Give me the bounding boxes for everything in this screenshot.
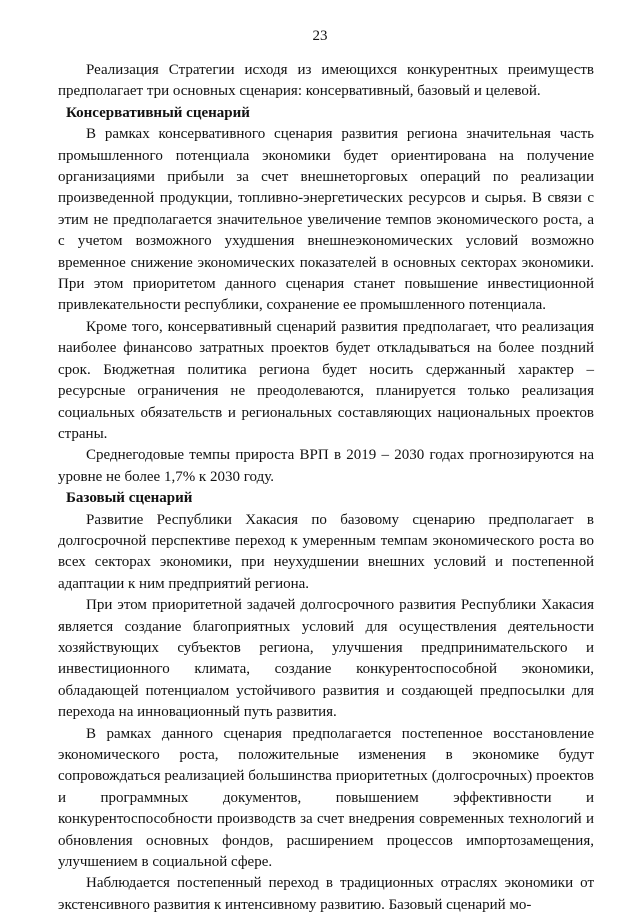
base-paragraph-3: В рамках данного сценария предполагается постепенное восстановление экономического роста, положительные изменения в экономике будут сопровождаться реализацией большинства приоритетных (долгосрочных) проектов и программных документов, повышением эффективности и конкурентоспособности производств за счет внедрения современных технологий и обновления основных фондов, расширением процессов импортозамещения, улучшением в социальной сфере. bbox=[58, 725, 594, 871]
conservative-scenario-heading: Консервативный сценарий bbox=[66, 104, 250, 121]
intro-paragraph: Реализация Стратегии исходя из имеющихся конкурентных преимуществ предполагает три основных сценария: консервативный, базовый и целевой. bbox=[58, 62, 594, 100]
document-body bbox=[58, 60, 594, 916]
conservative-paragraph-2: Кроме того, консервативный сценарий развития предполагает, что реализация наиболее финансово затратных проектов будет откладываться на более поздний срок. Бюджетная политика региона будет носить сдержанный характер – ресурсные ограничения не преодолеваются, планируется только реализация социальных обязательств и региональных составляющих национальных проектов страны. bbox=[58, 318, 594, 442]
base-scenario-heading: Базовый сценарий bbox=[66, 490, 193, 507]
base-paragraph-4: Наблюдается постепенный переход в традиционных отраслях экономики от экстенсивного развития к интенсивному развитию. Базовый сценарий мо- bbox=[58, 875, 594, 913]
base-paragraph-1: Развитие Республики Хакасия по базовому сценарию предполагает в долгосрочной перспективе переход к умеренным темпам экономического роста во всех секторах экономики, при неухудшении внешних условий и постепенной адаптации к ним предприятий региона. bbox=[58, 511, 594, 592]
conservative-paragraph-1: В рамках консервативного сценария развития региона значительная часть промышленного потенциала экономики будет ориентирована на получение организациями прибыли за счет внешнеторговых операций по реализации произведенной продукции, топливно-энергетических ресурсов и сырья. В связи с этим не предполагается значительное увеличение темпов экономического роста, а с учетом возможного ухудшения внешнеэкономических условий возможно временное снижение экономических показателей в основных секторах экономики. При этом приоритетом данного сценария станет повышение инвестиционной привлекательности республики, сохранение ее промышленного потенциала. bbox=[58, 126, 594, 314]
conservative-paragraph-3: Среднегодовые темпы прироста ВРП в 2019 – 2030 годах прогнозируются на уровне не более 1,7% к 2030 году. bbox=[58, 447, 594, 485]
base-paragraph-2: При этом приоритетной задачей долгосрочного развития Республики Хакасия является создание благоприятных условий для осуществления деятельности хозяйствующих субъектов региона, улучшения предпринимательского и инвестиционного климата, создание конкурентоспособной экономики, обладающей потенциалом устойчивого развития и создающей предпосылки для перехода на инновационный путь развития. bbox=[58, 597, 594, 721]
page-number: 23 bbox=[312, 28, 328, 44]
